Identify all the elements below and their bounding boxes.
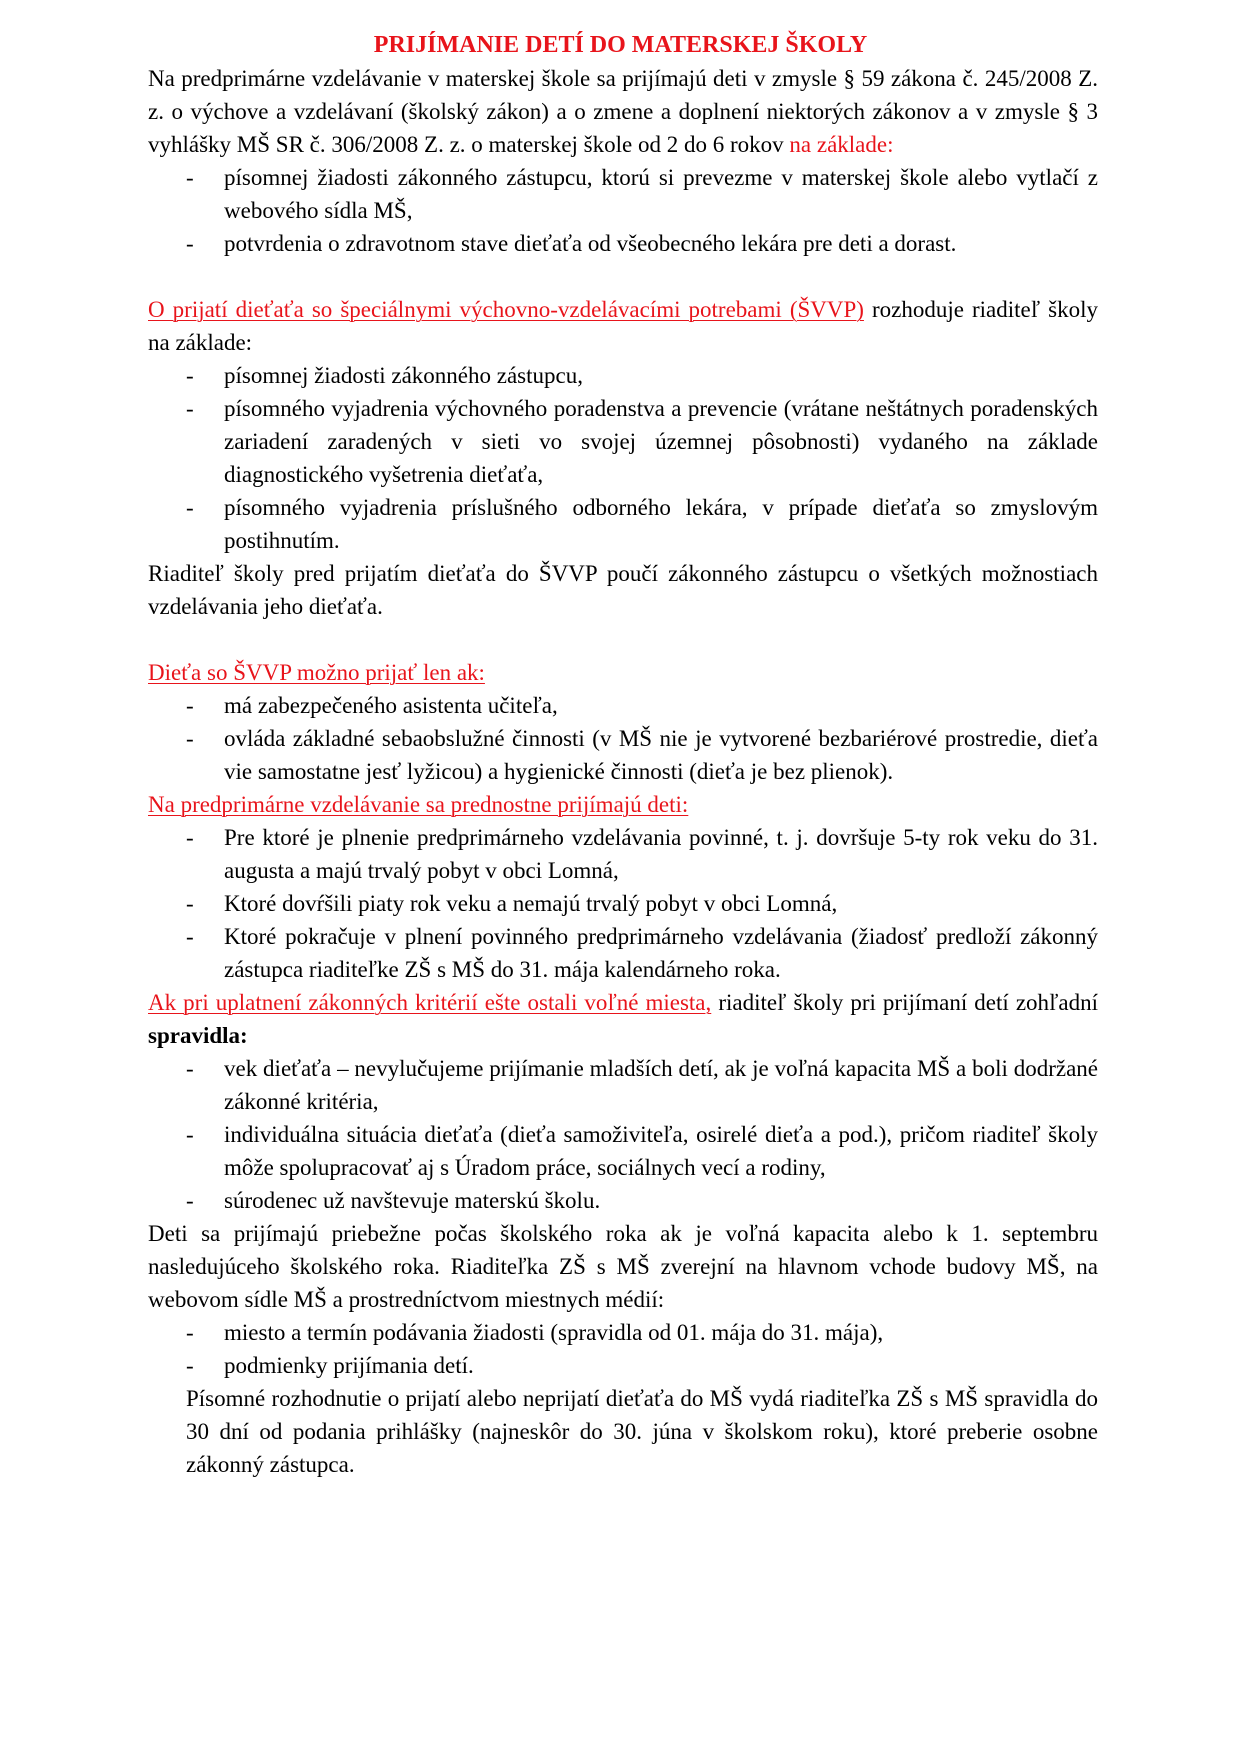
intro-lead: na základe: <box>789 132 894 157</box>
spacer <box>148 623 1098 656</box>
svvp-conditions-heading: Dieťa so ŠVVP možno prijať len ak: <box>148 660 485 685</box>
priority-paragraph <box>148 788 1098 821</box>
list-item: - Ktoré dovŕšili piaty rok veku a nemajú trvalý pobyt v obci Lomná, <box>148 887 1098 920</box>
dash-bullet: - <box>186 726 194 751</box>
closing-paragraph: Písomné rozhodnutie o prijatí alebo neprijatí dieťaťa do MŠ vydá riaditeľka ZŠ s MŠ spravidla do 30 dní od podania prihlášky (najneskôr do 30. júna v školskom roku), ktoré preberie osobne zákonný zástupca. <box>186 1386 1098 1477</box>
intro-text: Na predprimárne vzdelávanie v materskej škole sa prijímajú deti v zmysle § 59 zákona č. 245/2008 Z. z. o výchove a vzdelávaní (školský zákon) a o zmene a doplnení niektorých zákonov a v zmysle § 3 vyhlášky MŠ SR č. 306/2008 Z. z. o materskej škole od 2 do 6 rokov <box>148 66 1098 157</box>
list-item: - potvrdenia o zdravotnom stave dieťaťa od všeobecného lekára pre deti a dorast. <box>148 227 1098 260</box>
dash-bullet: - <box>186 891 194 916</box>
dash-bullet: - <box>186 924 194 949</box>
free-places-heading: Ak pri uplatnení zákonných kritérií ešte ostali voľné miesta, <box>148 990 712 1015</box>
list-item: - písomnej žiadosti zákonného zástupcu, ktorú si prevezme v materskej škole alebo vytlačí z webového sídla MŠ, <box>148 161 1098 227</box>
list-item: - podmienky prijímania detí. <box>148 1349 1098 1382</box>
free-places-list <box>148 1052 1098 1217</box>
dash-bullet: - <box>186 1320 194 1345</box>
list-item: - individuálna situácia dieťaťa (dieťa samoživiteľa, osirelé dieťa a pod.), pričom riaditeľ školy môže spolupracovať aj s Úradom práce, sociálnych vecí a rodiny, <box>148 1118 1098 1184</box>
intro-paragraph <box>148 62 1098 161</box>
list-item: - písomného vyjadrenia výchovného poradenstva a prevencie (vrátane neštátnych poradenských zariadení zaradených v sieti vo svojej územnej pôsobnosti) vydaného na základe diagnostického vyšetrenia dieťaťa, <box>148 392 1098 491</box>
intro-list <box>148 161 1098 260</box>
list-item: - písomnej žiadosti zákonného zástupcu, <box>148 359 1098 392</box>
dash-bullet: - <box>186 495 194 520</box>
list-item: - ovláda základné sebaobslužné činnosti (v MŠ nie je vytvorené bezbariérové prostredie, dieťa vie samostatne jesť lyžicou) a hygienické činnosti (dieťa je bez plienok). <box>148 722 1098 788</box>
list-item: - vek dieťaťa – nevylučujeme prijímanie mladších detí, ak je voľná kapacita MŠ a boli dodržané zákonné kritéria, <box>148 1052 1098 1118</box>
svvp-conditions-paragraph <box>148 656 1098 689</box>
dash-bullet: - <box>186 693 194 718</box>
svvp-heading-rest: rozhoduje riaditeľ školy na základe: <box>148 297 1098 355</box>
list-item: - písomného vyjadrenia príslušného odborného lekára, v prípade dieťaťa so zmyslovým postihnutím. <box>148 491 1098 557</box>
list-item: - Pre ktoré je plnenie predprimárneho vzdelávania povinné, t. j. dovršuje 5-ty rok veku do 31. augusta a majú trvalý pobyt v obci Lomná, <box>148 821 1098 887</box>
list-item: - má zabezpečeného asistenta učiteľa, <box>148 689 1098 722</box>
schedule-paragraph: Deti sa prijímajú priebežne počas školského roka ak je voľná kapacita alebo k 1. septembru nasledujúceho školského roka. Riaditeľka ZŠ s MŠ zverejní na hlavnom vchode budovy MŠ, na webovom sídle MŠ a prostredníctvom miestnych médií: <box>148 1221 1098 1312</box>
dash-bullet: - <box>186 1188 194 1213</box>
svvp-paragraph <box>148 293 1098 359</box>
dash-bullet: - <box>186 1056 194 1081</box>
dash-bullet: - <box>186 363 194 388</box>
list-item: - Ktoré pokračuje v plnení povinného predprimárneho vzdelávania (žiadosť predloží zákonný zástupca riaditeľke ZŠ s MŠ do 31. mája kalendárneho roka. <box>148 920 1098 986</box>
dash-bullet: - <box>186 231 194 256</box>
priority-heading: Na predprimárne vzdelávanie sa prednostne prijímajú deti: <box>148 792 689 817</box>
list-item: - miesto a termín podávania žiadosti (spravidla od 01. mája do 31. mája), <box>148 1316 1098 1349</box>
schedule-list <box>148 1316 1098 1382</box>
dash-bullet: - <box>186 825 194 850</box>
document-body <box>148 62 1098 1481</box>
svvp-list <box>148 359 1098 557</box>
dash-bullet: - <box>186 165 194 190</box>
svvp-note: Riaditeľ školy pred prijatím dieťaťa do ŠVVP poučí zákonného zástupcu o všetkých možnostiach vzdelávania jeho dieťaťa. <box>148 561 1098 619</box>
dash-bullet: - <box>186 396 194 421</box>
spacer <box>148 260 1098 293</box>
list-item: - súrodenec už navštevuje materskú školu. <box>148 1184 1098 1217</box>
priority-list <box>148 821 1098 986</box>
free-places-paragraph <box>148 986 1098 1052</box>
svvp-heading: O prijatí dieťaťa so špeciálnymi výchovno-vzdelávacími potrebami (ŠVVP) <box>148 297 864 322</box>
document-title: PRIJÍMANIE DETÍ DO MATERSKEJ ŠKOLY <box>373 32 868 58</box>
svvp-conditions-list <box>148 689 1098 788</box>
free-places-bold: spravidla: <box>148 1023 248 1048</box>
dash-bullet: - <box>186 1353 194 1378</box>
free-places-heading-rest: riaditeľ školy pri prijímaní detí zohľadní <box>711 990 1098 1015</box>
dash-bullet: - <box>186 1122 194 1147</box>
